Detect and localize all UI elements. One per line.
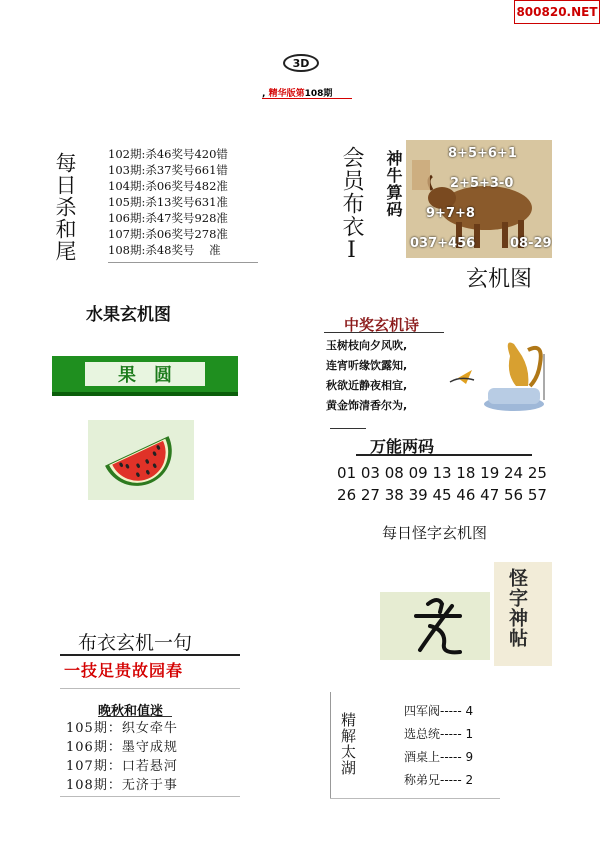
poem-line: 黄金饰清香尔为, — [326, 399, 408, 412]
ox-line-1: 8+5+6+1 — [448, 146, 517, 161]
taihu-list — [404, 700, 473, 792]
buyi-row: 107期：口若悬河 — [66, 759, 178, 774]
site-tag: 800820.NET — [514, 0, 600, 24]
issue-prefix-text: 精华版第 — [268, 89, 305, 99]
two-codes-row: 26 27 38 39 45 46 47 56 57 — [337, 486, 547, 504]
buyi-row: 106期：墨守成规 — [66, 740, 178, 755]
ox-date: 08-29 — [510, 236, 552, 251]
taihu-row — [404, 723, 473, 746]
kill-tail-title: 每日杀和尾 — [53, 152, 77, 262]
kill-tail-row: 102期:杀46奖号420错 — [108, 147, 228, 161]
member-caption: 玄机图 — [466, 267, 533, 292]
member-title: 会员布衣I — [339, 146, 364, 264]
taihu-row — [404, 769, 473, 792]
strange-char-side-text: 怪字神帖 — [506, 568, 528, 648]
buyi-list — [66, 719, 178, 795]
buyi-divider-2 — [60, 688, 240, 689]
calc-title: 神牛算码 — [384, 150, 403, 218]
squirrel-icon — [444, 334, 556, 414]
ox-code: 037+456 — [410, 236, 476, 251]
poem-title-line — [324, 332, 444, 333]
kill-tail-divider — [108, 262, 258, 263]
issue-underline — [262, 98, 352, 99]
kill-tail-row: 105期:杀13奖号631准 — [108, 195, 228, 209]
taihu-row-name: 称弟兄----- — [404, 773, 462, 787]
watermelon-icon — [88, 420, 194, 500]
taihu-row — [404, 746, 473, 769]
taihu-title: 精解太湖 — [339, 712, 357, 776]
taihu-row-num: 4 — [465, 704, 474, 718]
strange-char-image — [380, 592, 490, 660]
logo: 3D — [283, 54, 319, 72]
kill-tail-row: 108期:杀48奖号 准 — [108, 243, 221, 257]
buyi-subtitle-underline — [98, 716, 172, 717]
kill-tail-row: 107期:杀06奖号278准 — [108, 227, 228, 241]
two-codes-row: 01 03 08 09 13 18 19 24 25 — [337, 464, 547, 482]
taihu-row-num: 1 — [465, 727, 474, 741]
kill-tail-row: 106期:杀47奖号928准 — [108, 211, 228, 225]
taihu-row-num: 2 — [465, 773, 474, 787]
buyi-row: 105期：织女牵牛 — [66, 721, 178, 736]
poem-image — [444, 334, 556, 414]
strange-char-side-panel — [494, 562, 552, 666]
poem-title: 中奖玄机诗 — [344, 316, 420, 334]
buyi-subtitle: 晚秋和值迷 — [98, 704, 164, 719]
buyi-phrase: 一技足贵故园春 — [64, 661, 184, 680]
ox-image — [406, 140, 552, 258]
buyi-divider — [60, 654, 240, 656]
kill-tail-list — [108, 146, 228, 258]
buyi-phrase-title: 布衣玄机一句 — [78, 632, 193, 654]
ox-line-2: 2+5+3-0 — [450, 176, 514, 191]
buyi-bottom-line — [60, 796, 240, 797]
issue-suffix: 期 — [323, 89, 333, 99]
kill-tail-row: 103期:杀37奖号661错 — [108, 163, 228, 177]
fruit-title: 水果玄机图 — [86, 305, 171, 325]
two-codes-divider — [356, 454, 532, 456]
ox-line-3: 9+7+8 — [426, 206, 475, 221]
two-codes-line-left — [330, 428, 366, 429]
fruit-banner — [52, 356, 238, 396]
poem-body — [326, 336, 407, 416]
taihu-row-name: 四军阀----- — [404, 704, 462, 718]
taihu-row-name: 选总统----- — [404, 727, 462, 741]
watermelon-image — [88, 420, 194, 500]
taihu-vline — [330, 692, 331, 798]
taihu-bottom-line — [330, 798, 500, 799]
two-codes-numbers — [334, 462, 550, 506]
two-codes-title: 万能两码 — [370, 437, 435, 456]
kill-tail-row: 104期:杀06奖号482准 — [108, 179, 228, 193]
poem-line: 连宵听缘饮露知, — [326, 359, 408, 372]
issue-number: 108 — [304, 89, 324, 99]
issue-prefix: , — [262, 89, 269, 99]
fruit-banner-text: 果圆 — [85, 362, 205, 386]
taihu-row-num: 9 — [465, 750, 474, 764]
poem-line: 玉树枝向夕风吹, — [326, 339, 408, 352]
taihu-row-name: 酒桌上----- — [404, 750, 462, 764]
taihu-row — [404, 700, 473, 723]
buyi-row: 108期：无济于事 — [66, 778, 178, 793]
strange-char-glyph-icon — [380, 592, 490, 660]
poem-line: 秋欲近静夜相宜, — [326, 379, 408, 392]
strange-char-title: 每日怪字玄机图 — [382, 524, 488, 542]
